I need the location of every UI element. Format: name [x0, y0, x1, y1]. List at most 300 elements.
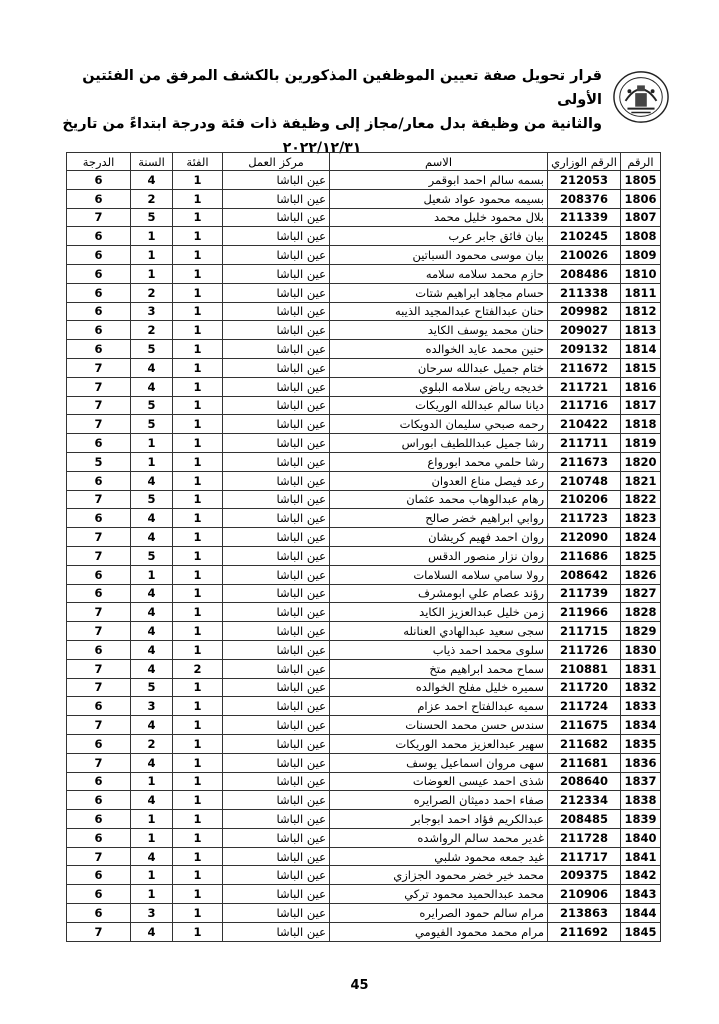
table-row	[67, 434, 661, 453]
category-cell: 1	[173, 283, 223, 302]
work-center-cell: عين الباشا	[223, 810, 330, 829]
seq-cell: 1826	[621, 565, 661, 584]
work-center-cell: عين الباشا	[223, 584, 330, 603]
grade-cell: 6	[67, 340, 131, 359]
seq-cell: 1843	[621, 885, 661, 904]
category-cell: 1	[173, 227, 223, 246]
employee-name-cell: صفاء احمد دميثان الصرايره	[330, 791, 548, 810]
year-cell: 2	[131, 283, 173, 302]
ministry-id-cell: 212090	[548, 528, 621, 547]
grade-cell: 6	[67, 885, 131, 904]
category-cell: 1	[173, 509, 223, 528]
ministry-id-cell: 210026	[548, 246, 621, 265]
work-center-cell: عين الباشا	[223, 697, 330, 716]
grade-cell: 7	[67, 847, 131, 866]
work-center-cell: عين الباشا	[223, 227, 330, 246]
table-row	[67, 302, 661, 321]
year-cell: 4	[131, 171, 173, 190]
year-cell: 1	[131, 565, 173, 584]
ministry-id-cell: 213863	[548, 904, 621, 923]
ministry-id-cell: 210881	[548, 659, 621, 678]
employee-name-cell: رحمه صبحي سليمان الدويكات	[330, 415, 548, 434]
ministry-id-cell: 211728	[548, 828, 621, 847]
table-row	[67, 264, 661, 283]
employee-name-cell: ختام جميل عبدالله سرحان	[330, 358, 548, 377]
employee-name-cell: غيد جمعه محمود شلبي	[330, 847, 548, 866]
seq-cell: 1825	[621, 546, 661, 565]
category-cell: 1	[173, 246, 223, 265]
employee-name-cell: زمن خليل عبدالعزيز الكايد	[330, 603, 548, 622]
ministry-id-cell: 210748	[548, 471, 621, 490]
employee-name-cell: بسيمه محمود عواد شعيل	[330, 189, 548, 208]
category-cell: 1	[173, 885, 223, 904]
category-cell: 1	[173, 904, 223, 923]
work-center-cell: عين الباشا	[223, 321, 330, 340]
table-row	[67, 885, 661, 904]
seq-cell: 1812	[621, 302, 661, 321]
seq-cell: 1844	[621, 904, 661, 923]
category-cell: 1	[173, 734, 223, 753]
category-cell: 1	[173, 922, 223, 941]
year-cell: 2	[131, 321, 173, 340]
category-cell: 1	[173, 772, 223, 791]
category-cell: 1	[173, 546, 223, 565]
employee-name-cell: سماح محمد ابراهيم متخ	[330, 659, 548, 678]
grade-cell: 6	[67, 697, 131, 716]
work-center-cell: عين الباشا	[223, 189, 330, 208]
ministry-id-cell: 211682	[548, 734, 621, 753]
work-center-cell: عين الباشا	[223, 885, 330, 904]
seq-cell: 1818	[621, 415, 661, 434]
employee-name-cell: بسمه سالم احمد ابوقمر	[330, 171, 548, 190]
grade-cell: 7	[67, 528, 131, 547]
work-center-cell: عين الباشا	[223, 246, 330, 265]
seq-cell: 1820	[621, 452, 661, 471]
work-center-cell: عين الباشا	[223, 866, 330, 885]
table-row	[67, 828, 661, 847]
employee-name-cell: رولا سامي سلامه السلامات	[330, 565, 548, 584]
category-cell: 1	[173, 321, 223, 340]
category-cell: 1	[173, 189, 223, 208]
year-cell: 5	[131, 208, 173, 227]
employee-name-cell: حازم محمد سلامه سلامه	[330, 264, 548, 283]
ministry-id-cell: 211715	[548, 622, 621, 641]
work-center-cell: عين الباشا	[223, 415, 330, 434]
grade-cell: 6	[67, 189, 131, 208]
grade-cell: 7	[67, 415, 131, 434]
table-row	[67, 452, 661, 471]
ministry-id-cell: 211723	[548, 509, 621, 528]
year-cell: 4	[131, 377, 173, 396]
employee-name-cell: حنان عبدالفتاح عبدالمجيد الذيبه	[330, 302, 548, 321]
seq-cell: 1845	[621, 922, 661, 941]
year-cell: 3	[131, 904, 173, 923]
employee-name-cell: رهام عبدالوهاب محمد عثمان	[330, 490, 548, 509]
employee-name-cell: سميه عبدالفتاح احمد عزام	[330, 697, 548, 716]
ministry-id-cell: 210206	[548, 490, 621, 509]
year-cell: 1	[131, 885, 173, 904]
ministry-id-cell: 209375	[548, 866, 621, 885]
grade-cell: 7	[67, 678, 131, 697]
year-cell: 5	[131, 340, 173, 359]
category-cell: 1	[173, 358, 223, 377]
grade-cell: 6	[67, 227, 131, 246]
year-cell: 3	[131, 697, 173, 716]
employee-name-cell: روابي ابراهيم خضر صالح	[330, 509, 548, 528]
seq-cell: 1816	[621, 377, 661, 396]
table-row	[67, 866, 661, 885]
ministry-id-cell: 209982	[548, 302, 621, 321]
ministry-id-cell: 211673	[548, 452, 621, 471]
table-row	[67, 922, 661, 941]
year-cell: 1	[131, 246, 173, 265]
year-cell: 4	[131, 716, 173, 735]
table-row	[67, 810, 661, 829]
ministry-id-cell: 210422	[548, 415, 621, 434]
employee-name-cell: رشا حلمي محمد ابورواع	[330, 452, 548, 471]
employee-name-cell: حسام مجاهد ابراهيم شتات	[330, 283, 548, 302]
table-row	[67, 734, 661, 753]
table-row	[67, 753, 661, 772]
ministry-id-cell: 211739	[548, 584, 621, 603]
table-row	[67, 471, 661, 490]
category-cell: 1	[173, 603, 223, 622]
seq-cell: 1829	[621, 622, 661, 641]
work-center-cell: عين الباشا	[223, 264, 330, 283]
employee-name-cell: رؤند عصام علي ابومشرف	[330, 584, 548, 603]
employee-name-cell: بلال محمود خليل محمد	[330, 208, 548, 227]
year-cell: 4	[131, 640, 173, 659]
grade-cell: 6	[67, 904, 131, 923]
work-center-cell: عين الباشا	[223, 603, 330, 622]
table-row	[67, 640, 661, 659]
table-row	[67, 584, 661, 603]
work-center-cell: عين الباشا	[223, 452, 330, 471]
column-grade-header: الدرجة	[67, 153, 131, 171]
grade-cell: 7	[67, 358, 131, 377]
table-row	[67, 358, 661, 377]
year-cell: 5	[131, 415, 173, 434]
seq-cell: 1822	[621, 490, 661, 509]
year-cell: 4	[131, 791, 173, 810]
category-cell: 1	[173, 810, 223, 829]
grade-cell: 6	[67, 734, 131, 753]
grade-cell: 6	[67, 246, 131, 265]
table-row	[67, 847, 661, 866]
grade-cell: 7	[67, 603, 131, 622]
employee-name-cell: شذى احمد عيسى العوضات	[330, 772, 548, 791]
column-seq-header: الرقم	[621, 153, 661, 171]
table-row	[67, 246, 661, 265]
year-cell: 4	[131, 753, 173, 772]
ministry-emblem-icon	[612, 68, 670, 126]
year-cell: 2	[131, 189, 173, 208]
category-cell: 1	[173, 791, 223, 810]
seq-cell: 1811	[621, 283, 661, 302]
grade-cell: 5	[67, 452, 131, 471]
grade-cell: 7	[67, 396, 131, 415]
table-row	[67, 622, 661, 641]
year-cell: 1	[131, 866, 173, 885]
year-cell: 4	[131, 528, 173, 547]
table-row	[67, 904, 661, 923]
table-body	[67, 171, 661, 942]
grade-cell: 6	[67, 810, 131, 829]
category-cell: 1	[173, 640, 223, 659]
ministry-id-cell: 211675	[548, 716, 621, 735]
seq-cell: 1835	[621, 734, 661, 753]
seq-cell: 1841	[621, 847, 661, 866]
work-center-cell: عين الباشا	[223, 716, 330, 735]
ministry-id-cell: 211966	[548, 603, 621, 622]
work-center-cell: عين الباشا	[223, 358, 330, 377]
year-cell: 5	[131, 546, 173, 565]
year-cell: 2	[131, 734, 173, 753]
employee-name-cell: سلوى محمد احمد ذياب	[330, 640, 548, 659]
category-cell: 1	[173, 415, 223, 434]
employee-name-cell: غدير محمد سالم الرواشده	[330, 828, 548, 847]
employees-table	[66, 152, 661, 942]
seq-cell: 1842	[621, 866, 661, 885]
year-cell: 5	[131, 396, 173, 415]
category-cell: 1	[173, 828, 223, 847]
grade-cell: 6	[67, 302, 131, 321]
ministry-id-cell: 209132	[548, 340, 621, 359]
work-center-cell: عين الباشا	[223, 377, 330, 396]
table-row	[67, 227, 661, 246]
category-cell: 2	[173, 659, 223, 678]
year-cell: 3	[131, 302, 173, 321]
ministry-id-cell: 208485	[548, 810, 621, 829]
table-header-row	[67, 153, 661, 171]
ministry-id-cell: 211686	[548, 546, 621, 565]
work-center-cell: عين الباشا	[223, 208, 330, 227]
work-center-cell: عين الباشا	[223, 622, 330, 641]
employee-name-cell: خديجه رياض سلامه البلوي	[330, 377, 548, 396]
year-cell: 1	[131, 434, 173, 453]
work-center-cell: عين الباشا	[223, 922, 330, 941]
employee-name-cell: مرام سالم حمود الصرايره	[330, 904, 548, 923]
work-center-cell: عين الباشا	[223, 490, 330, 509]
seq-cell: 1805	[621, 171, 661, 190]
grade-cell: 7	[67, 490, 131, 509]
category-cell: 1	[173, 716, 223, 735]
work-center-cell: عين الباشا	[223, 283, 330, 302]
column-name-header: الاسم	[330, 153, 548, 171]
work-center-cell: عين الباشا	[223, 471, 330, 490]
work-center-cell: عين الباشا	[223, 659, 330, 678]
table-row	[67, 546, 661, 565]
year-cell: 4	[131, 471, 173, 490]
employee-name-cell: محمد عبدالحميد محمود تركي	[330, 885, 548, 904]
category-cell: 1	[173, 302, 223, 321]
seq-cell: 1814	[621, 340, 661, 359]
employee-name-cell: بيان فائق جابر عرب	[330, 227, 548, 246]
column-ministry-id-header: الرقم الوزاري	[548, 153, 621, 171]
employee-name-cell: حنان محمد يوسف الكايد	[330, 321, 548, 340]
year-cell: 4	[131, 358, 173, 377]
grade-cell: 7	[67, 659, 131, 678]
ministry-id-cell: 211711	[548, 434, 621, 453]
decision-title	[42, 64, 602, 160]
ministry-id-cell: 211721	[548, 377, 621, 396]
work-center-cell: عين الباشا	[223, 565, 330, 584]
table-row	[67, 321, 661, 340]
grade-cell: 6	[67, 772, 131, 791]
category-cell: 1	[173, 264, 223, 283]
category-cell: 1	[173, 490, 223, 509]
page-number: 45	[350, 978, 369, 993]
work-center-cell: عين الباشا	[223, 171, 330, 190]
seq-cell: 1833	[621, 697, 661, 716]
grade-cell: 6	[67, 283, 131, 302]
work-center-cell: عين الباشا	[223, 734, 330, 753]
grade-cell: 6	[67, 434, 131, 453]
year-cell: 4	[131, 847, 173, 866]
seq-cell: 1838	[621, 791, 661, 810]
work-center-cell: عين الباشا	[223, 509, 330, 528]
employee-name-cell: سهى مروان اسماعيل يوسف	[330, 753, 548, 772]
year-cell: 4	[131, 622, 173, 641]
seq-cell: 1809	[621, 246, 661, 265]
grade-cell: 6	[67, 565, 131, 584]
employee-name-cell: روان احمد فهيم كريشان	[330, 528, 548, 547]
column-category-header: الفئة	[173, 153, 223, 171]
table-row	[67, 490, 661, 509]
grade-cell: 6	[67, 584, 131, 603]
year-cell: 5	[131, 490, 173, 509]
category-cell: 1	[173, 452, 223, 471]
work-center-cell: عين الباشا	[223, 772, 330, 791]
work-center-cell: عين الباشا	[223, 546, 330, 565]
effective-date: ٢٠٢٢/١٢/٣١	[282, 140, 362, 156]
employee-name-cell: حنين محمد عايد الخوالده	[330, 340, 548, 359]
employee-name-cell: سميره خليل مفلح الخوالده	[330, 678, 548, 697]
seq-cell: 1815	[621, 358, 661, 377]
ministry-id-cell: 211338	[548, 283, 621, 302]
grade-cell: 6	[67, 828, 131, 847]
seq-cell: 1830	[621, 640, 661, 659]
year-cell: 4	[131, 659, 173, 678]
seq-cell: 1823	[621, 509, 661, 528]
seq-cell: 1834	[621, 716, 661, 735]
table-row	[67, 697, 661, 716]
seq-cell: 1821	[621, 471, 661, 490]
work-center-cell: عين الباشا	[223, 847, 330, 866]
table-row	[67, 171, 661, 190]
grade-cell: 7	[67, 622, 131, 641]
title-line-1: قرار تحويل صفة تعيين الموظفين المذكورين بالكشف المرفق من الفئتين الأولى	[82, 68, 602, 108]
ministry-id-cell: 211339	[548, 208, 621, 227]
column-work-center-header: مركز العمل	[223, 153, 330, 171]
seq-cell: 1810	[621, 264, 661, 283]
work-center-cell: عين الباشا	[223, 753, 330, 772]
category-cell: 1	[173, 471, 223, 490]
ministry-id-cell: 212053	[548, 171, 621, 190]
work-center-cell: عين الباشا	[223, 302, 330, 321]
ministry-id-cell: 208640	[548, 772, 621, 791]
title-line-2: والثانية من وظيفة بدل معار/مجاز إلى وظيفة ذات فئة ودرجة ابتداءً من تاريخ	[62, 116, 602, 132]
seq-cell: 1807	[621, 208, 661, 227]
year-cell: 1	[131, 810, 173, 829]
seq-cell: 1819	[621, 434, 661, 453]
category-cell: 1	[173, 622, 223, 641]
table-row	[67, 791, 661, 810]
year-cell: 1	[131, 452, 173, 471]
work-center-cell: عين الباشا	[223, 678, 330, 697]
category-cell: 1	[173, 434, 223, 453]
table-row	[67, 772, 661, 791]
ministry-id-cell: 211692	[548, 922, 621, 941]
grade-cell: 6	[67, 321, 131, 340]
ministry-id-cell: 208486	[548, 264, 621, 283]
employee-name-cell: سندس حسن محمد الحسنات	[330, 716, 548, 735]
seq-cell: 1832	[621, 678, 661, 697]
table-row	[67, 603, 661, 622]
category-cell: 1	[173, 678, 223, 697]
seq-cell: 1808	[621, 227, 661, 246]
table-row	[67, 208, 661, 227]
year-cell: 5	[131, 678, 173, 697]
category-cell: 1	[173, 697, 223, 716]
document-header	[60, 62, 680, 156]
work-center-cell: عين الباشا	[223, 528, 330, 547]
category-cell: 1	[173, 340, 223, 359]
employee-name-cell: مرام محمد محمود الفيومي	[330, 922, 548, 941]
ministry-id-cell: 211726	[548, 640, 621, 659]
category-cell: 1	[173, 528, 223, 547]
employee-name-cell: بيان موسى محمود السباتين	[330, 246, 548, 265]
ministry-id-cell: 211717	[548, 847, 621, 866]
category-cell: 1	[173, 171, 223, 190]
seq-cell: 1813	[621, 321, 661, 340]
employee-name-cell: محمد خير خضر محمود الجزازي	[330, 866, 548, 885]
grade-cell: 7	[67, 753, 131, 772]
table-row	[67, 528, 661, 547]
year-cell: 4	[131, 509, 173, 528]
table-row	[67, 565, 661, 584]
grade-cell: 6	[67, 264, 131, 283]
table-row	[67, 678, 661, 697]
grade-cell: 6	[67, 471, 131, 490]
grade-cell: 7	[67, 546, 131, 565]
seq-cell: 1817	[621, 396, 661, 415]
ministry-id-cell: 210245	[548, 227, 621, 246]
seq-cell: 1836	[621, 753, 661, 772]
grade-cell: 7	[67, 377, 131, 396]
employee-name-cell: ديانا سالم عبدالله الوريكات	[330, 396, 548, 415]
ministry-id-cell: 211720	[548, 678, 621, 697]
seq-cell: 1828	[621, 603, 661, 622]
grade-cell: 7	[67, 922, 131, 941]
grade-cell: 6	[67, 791, 131, 810]
year-cell: 1	[131, 227, 173, 246]
employee-name-cell: عبدالكريم فؤاد احمد ابوجابر	[330, 810, 548, 829]
table-row	[67, 716, 661, 735]
employee-name-cell: روان نزار منصور الدقس	[330, 546, 548, 565]
grade-cell: 6	[67, 509, 131, 528]
year-cell: 1	[131, 264, 173, 283]
ministry-id-cell: 208642	[548, 565, 621, 584]
year-cell: 4	[131, 922, 173, 941]
seq-cell: 1839	[621, 810, 661, 829]
seq-cell: 1827	[621, 584, 661, 603]
grade-cell: 7	[67, 716, 131, 735]
work-center-cell: عين الباشا	[223, 904, 330, 923]
ministry-id-cell: 211724	[548, 697, 621, 716]
table-row	[67, 189, 661, 208]
employee-name-cell: رعد فيصل مناع العدوان	[330, 471, 548, 490]
